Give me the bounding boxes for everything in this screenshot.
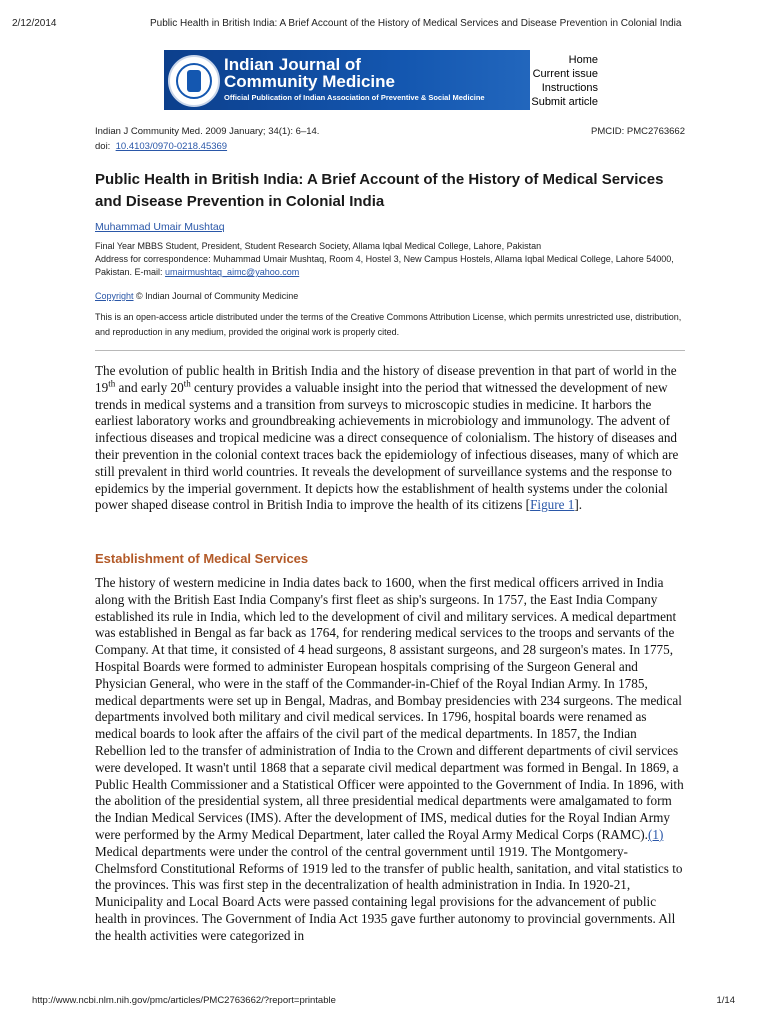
correspondence (95, 253, 695, 279)
journal-name-line1: Indian Journal of (224, 55, 361, 74)
license-text: This is an open-access article distributed under the terms of the Creative Commons Attribution License, which permits unrestricted use, distribution, and reproduction in any medium, provided the original work is properly cited. (95, 312, 682, 337)
menu-current-issue-link[interactable]: Current issue (532, 68, 598, 80)
intro-sup-2: th (183, 378, 191, 389)
affiliation: Final Year MBBS Student, President, Student Research Society, Allama Iqbal Medical College, Lahore, Pakistan (95, 241, 542, 251)
intro-text-2: and early 20 (115, 379, 184, 395)
citation-meta (95, 126, 685, 156)
print-page-number: 1/14 (716, 995, 735, 1006)
journal-seal-icon (168, 55, 220, 107)
affiliation-block (95, 240, 695, 279)
article-title: Public Health in British India: A Brief Account of the History of Medical Services and Disease Prevention in Colonial India (95, 171, 664, 210)
copyright-link[interactable]: Copyright (95, 291, 134, 301)
journal-name (224, 56, 395, 90)
figure-1-link[interactable]: Figure 1 (530, 497, 575, 513)
journal-banner (164, 50, 600, 110)
print-footer (0, 990, 768, 1024)
correspondence-label: Address for correspondence: (95, 254, 211, 264)
print-page-title: Public Health in British India: A Brief Account of the History of Medical Services and Disease Prevention in Colonial India (150, 18, 682, 29)
journal-name-line2: Community Medicine (224, 72, 395, 91)
copyright (95, 291, 298, 301)
section-text-1: The history of western medicine in India dates back to 1600, when the first medical officers arrived in India along with the British East India Company's first fleet as ship's surgeons. In 1757, the East India Company established its rule in India, which led to the development of civil and military services. A medical department was established in Bengal as far back as 1764, for rendering medical services to the troops and servants of the Company. At that time, it consisted of 4 head surgeons, 8 assistant surgeons, and 28 surgeon's mates. In 1775, Hospital Boards were formed to administer European hospitals comprising of the Surgeon General and Physician General, who were in the staff of the Commander-in-Chief of the Royal Indian Army. In 1785, medical departments were set up in Bengal, Madras, and Bombay presidencies with 234 surgeons. The medical departments involved both military and civil medical services. In 1796, hospital boards were renamed as medical boards to look after the affairs of the civil part of the medical departments. In 1857, the Indian Rebellion led to the transfer of administration of India to the Crown and different departments of civil services were developed. It wasn't until 1868 that a separate civil medical department was formed in Bengal. In 1869, a Public Health Commissioner and a Statistical Officer were appointed to the Government of India. In 1896, with the abolition of the presidential system, all three presidential medical departments were amalgamated to form the Indian Medical Services (IMS). After the development of IMS, medical duties for the Royal Indian Army were performed by the Army Medical Department, later called the Royal Army Medical Corps (RAMC). (95, 575, 684, 842)
intro-paragraph (95, 363, 690, 514)
email-link[interactable]: umairmushtaq_aimc@yahoo.com (165, 267, 300, 277)
print-url: http://www.ncbi.nlm.nih.gov/pmc/articles/PMC2763662/?report=printable (32, 995, 336, 1006)
intro-text-1: The evolution of public health in British India and the history of disease prevention in that part of world in the 19 (95, 363, 677, 395)
menu-instructions-link[interactable]: Instructions (541, 82, 598, 94)
intro-sup-1: th (108, 378, 116, 389)
author-link[interactable]: Muhammad Umair Mushtaq (95, 221, 225, 233)
menu-home-link[interactable]: Home (568, 54, 598, 66)
doi-link[interactable]: 10.4103/0970-0218.45369 (115, 141, 228, 152)
intro-text-4: ]. (574, 497, 583, 513)
journal-subtitle: Official Publication of Indian Association of Preventive & Social Medicine (224, 93, 485, 102)
copyright-text: © Indian Journal of Community Medicine (133, 291, 299, 301)
section-heading: Establishment of Medical Services (95, 551, 309, 566)
print-header (0, 0, 768, 40)
correspondence-text: Muhammad Umair Mushtaq, Room 4, Hostel 3, New Campus Hostels, Allama Iqbal Medical College, Lahore 54000, Pakistan. E-mail: (95, 254, 674, 277)
section-text-2: Medical departments were under the control of the central government until 1919. The Montgomery-Chelmsford Constitutional Reforms of 1919 led to the transfer of public health, sanitation, and vital statistics to the provinces. This was first step in the decentralization of health administration in India. In 1920-21, Municipality and Local Board Acts were passed containing legal provisions for the advancement of public health in provinces. The Government of India Act 1935 gave further autonomy to provincial governments. All the health activities were categorized in (95, 843, 683, 943)
pmcid: PMCID: PMC2763662 (591, 126, 685, 137)
divider (95, 350, 685, 351)
journal-menu (530, 50, 600, 110)
intro-text-3: century provides a valuable insight into the period that witnessed the development of new trends in medical systems and a transition from surveys to microscopic studies in medicine. It harbors the earliest laboratory works and groundbreaking achievements in microbiology and immunology. The advent of infectious diseases and tropical medicine was a direct consequence of colonialism. The history of diseases and their prevention in the colonial context traces back the epidemiology of infectious diseases, many of which are still prevalent in third world countries. It reveals the development of surveillance systems and the response to epidemics by the imperial government. It depicts how the establishment of health systems under the colonial power shaped disease control in British India to improve the health of its citizens [ (95, 379, 679, 513)
reference-1-link[interactable]: (1) (647, 826, 664, 842)
print-date: 2/12/2014 (12, 18, 57, 29)
citation: Indian J Community Med. 2009 January; 34(1): 6–14. (95, 126, 320, 137)
doi-label: doi: (95, 141, 111, 152)
menu-submit-article-link[interactable]: Submit article (531, 96, 598, 108)
section-paragraph (95, 575, 690, 945)
